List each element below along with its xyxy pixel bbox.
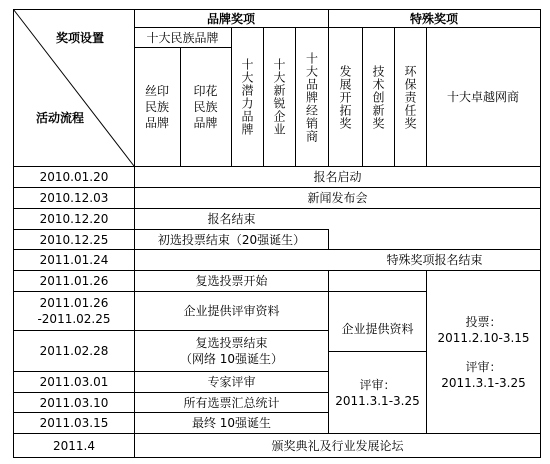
special-review2-cell: 评审： 2011.3.1-3.25 [441,359,526,390]
activity-cell: 复选投票结束 （网络 10强诞生） [179,336,284,366]
activity-cell: 报名启动 [313,170,362,184]
brand-distributor-header: 十大品牌经销商 [304,51,319,143]
activity-cell: 企业提供评审资料 [183,304,280,318]
date-cell: 2010.12.25 [39,232,109,247]
award-settings-label: 奖项设置 [55,31,104,45]
date-cell: 2011.01.26 -2011.02.25 [37,296,111,326]
date-cell: 2011.03.10 [39,395,109,410]
activity-cell: 专家评审 [207,375,256,389]
activity-cell: 特殊奖项报名结束 [386,253,483,267]
date-cell: 2011.03.01 [39,375,109,389]
activity-cell: 复选投票开始 [195,274,268,288]
activity-cell: 报名结束 [207,212,256,226]
environmental-award-header: 环保责任奖 [403,64,417,130]
activity-cell: 最终 10强诞生 [191,416,272,430]
special-materials-cell: 企业提供资料 [341,322,414,336]
brand-awards-header: 品牌奖项 [206,12,255,26]
emerging-enterprise-header: 十大新锐企业 [272,58,286,136]
date-cell: 2011.01.24 [39,253,109,267]
development-award-header: 发展开拓奖 [338,64,352,130]
special-review-cell: 评审： 2011.3.1-3.25 [335,377,420,408]
date-cell: 2010.01.20 [39,170,109,184]
innovation-award-header: 技术创新奖 [371,64,385,130]
activity-cell: 所有选票汇总统计 [183,395,280,410]
date-cell: 2011.01.26 [39,274,109,288]
print-brand-header: 印花 民族 品牌 [193,84,218,130]
activity-cell: 新闻发布会 [307,191,368,205]
special-vote-cell: 投票： 2011.2.10-3.15 [437,314,530,345]
top10-national-brand-header: 十大民族品牌 [146,31,219,45]
activity-process-label: 活动流程 [35,111,84,125]
activity-cell: 初选投票结束（20强诞生） [157,232,306,247]
date-cell: 2011.03.15 [39,416,109,430]
excellent-merchant-header: 十大卓越网商 [446,90,519,104]
silk-print-brand-header: 丝印 民族 品牌 [144,84,169,130]
activity-cell: 颁奖典礼及行业发展论坛 [271,438,404,453]
date-cell: 2010.12.03 [39,191,109,205]
date-cell: 2010.12.20 [39,212,109,226]
date-cell: 2011.02.28 [39,344,109,358]
date-cell: 2011.4 [53,438,95,453]
special-awards-header: 特殊奖项 [409,12,458,26]
potential-brand-header: 十大潜力品牌 [240,58,254,136]
